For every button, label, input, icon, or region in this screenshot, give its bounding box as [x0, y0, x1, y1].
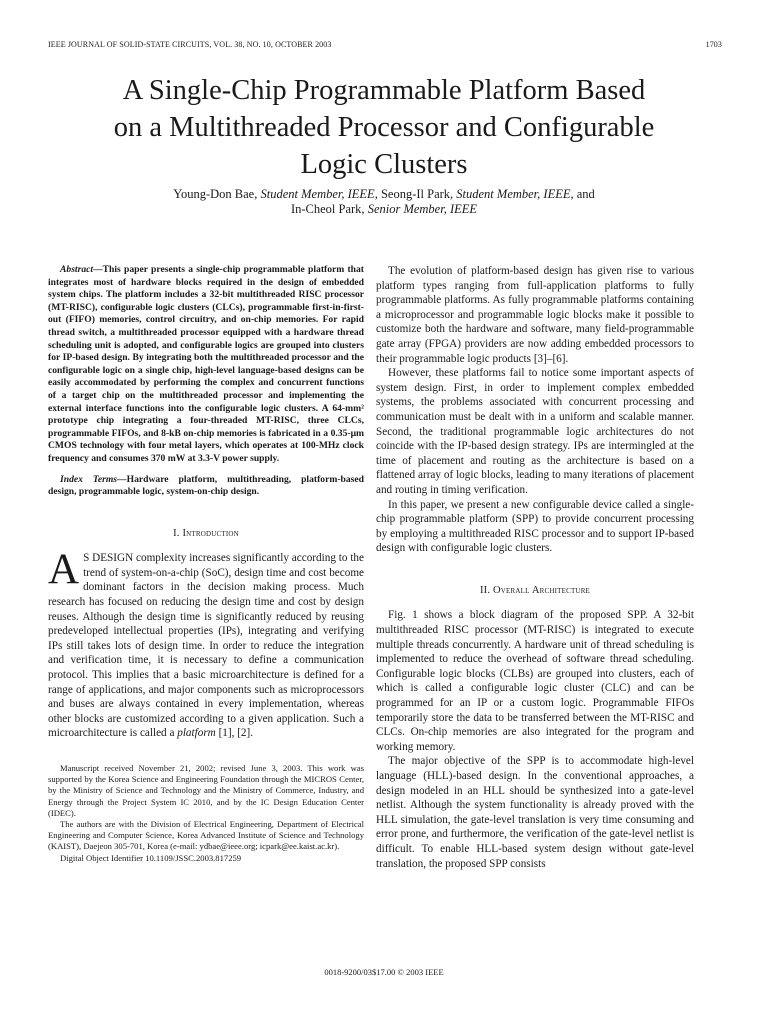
footnote-doi: Digital Object Identifier 10.1109/JSSC.2003.817259 — [60, 852, 242, 863]
footnotes — [48, 763, 364, 864]
intro-text-b: [1], [2]. — [215, 727, 254, 740]
index-terms-text: —Hardware platform, multithreading, platform-based design, programmable logic, system-on-chip design. — [48, 473, 364, 498]
body-paragraph-4: Fig. 1 shows a block diagram of the proposed SPP. A 32-bit multithreaded RISC processor (MT-RISC) is integrated to execute multiple threads concurrently. A hardware unit of thread scheduling is implemented to reduce the overhead of software thread scheduling. Configurable logic blocks (CLBs) are grouped into clusters, each of which is called a configurable logic cluster (CLC) and can be programmed for an IP or a custom logic. Programmable FIFOs temporarily store the data to be transferred between the MT-RISC and CLCs. On-chip memories are also integrated for the program and working memory. — [376, 609, 694, 753]
body-paragraph-5: The major objective of the SPP is to accommodate high-level language (HLL)-based design. In the conventional approaches, a design modeled in an HLL should be synthesized into a gate-level netlist. Although the system functionality is already proved with the HLL simulation, the gate-level translation is very time consuming and error prone, and furthermore, the verification of the gate-level netlist is difficult. To enable HLL-based system design without gate-level translation, the proposed SPP consists — [376, 755, 694, 870]
footnote-affiliation: The authors are with the Division of Electrical Engineering, Department of Electrical Engineering and Computer Science, Korea Advanced Institute of Science and Technology (KAIST), Daejeon 305-701, Korea (e-mail: ydbae@ieee.org; icpark@ee.kaist.ac.kr). — [48, 819, 364, 852]
body-paragraph-3: In this paper, we present a new configurable device called a single-chip programmable platform (SPP) to provide concurrent processing by employing a multithreaded RISC processor and to support IP-based design with configurable logic clusters. — [376, 498, 694, 555]
left-column — [48, 264, 364, 864]
author-separator: , and — [570, 187, 595, 201]
title-line-1: A Single-Chip Programmable Platform Based — [122, 75, 646, 106]
intro-emphasis: platform — [177, 727, 216, 740]
intro-text-a: S DESIGN complexity increases significantly according to the trend of system-on-a-chip (SoC), design time and cost become dominant factors in the decision making process. Much research has focused on reducing the design time and cost by design reuses. Although the design time is significantly reduced by reusing predeveloped intellectual properties (IPs), integrating and verifying IPs still takes lots of design time. In order to reduce the integration and verification time, it is necessary to define a communication protocol. This implies that a basic microarchitecture is defined for a range of applications, and major components such as microprocessors and buses are always contained in every implementation, whereas other blocks are customized according to a given application. Such a microarchitecture is called a — [48, 552, 364, 740]
abstract — [48, 264, 364, 466]
author-2-name: , Seong-Il Park, — [374, 187, 457, 201]
drop-cap: A — [48, 546, 80, 594]
abstract-lead: Abstract — [60, 264, 94, 275]
index-terms-lead: Index Terms — [60, 473, 118, 485]
journal-name: IEEE JOURNAL OF SOLID-STATE CIRCUITS, VOL. 38, NO. 10, OCTOBER 2003 — [48, 40, 332, 49]
copyright-footer: 0018-9200/03$17.00 © 2003 IEEE — [324, 967, 444, 977]
right-column — [376, 264, 694, 871]
body-paragraph-2: However, these platforms fail to notice some important aspects of system design. First, in order to implement complex embedded systems, the problems associated with concurrent processing and communication must be dealt with in a uniform and scalable manner. Second, the traditional programmable logic architectures do not coincide with the IP-based design strategy. IPs are intermingled at the time of placement and routing as the architecture is based on a flattened array of logic blocks, leading to many iterations of placement and routing in timing verification. — [376, 367, 694, 496]
running-head — [48, 40, 722, 49]
body-paragraph-1: The evolution of platform-based design has given rise to various platform types ranging from full-application platforms to fully programmable platforms. As fully programmable platforms containing a microprocessor and programmable logic blocks make it possible to customize both the hardware and software, many field-programmable gate array (FPGA) providers are now adding embedded processors to their programmable logic products [3]–[6]. — [376, 265, 694, 365]
author-1-role: Student Member, IEEE — [260, 187, 375, 201]
index-terms — [48, 474, 364, 499]
author-line-2 — [40, 202, 728, 217]
title-line-3: Logic Clusters — [300, 149, 468, 180]
abstract-text: —This paper presents a single-chip programmable platform that integrates most of hardware blocks required in the design of embedded system chips. The platform includes a 32-bit multithreaded RISC processor (MT-RISC), configurable logic clusters (CLCs), programmable first-in-first-out (FIFO) memories, control circuitry, and on-chip memories. For rapid thread switch, a multithreaded processor equipped with a hardware thread scheduling unit is adopted, and configurable logics are grouped into clusters for IP-based design. By integrating both the multithreaded processor and the configurable logic on a single chip, high-level language-based designs can be easily accommodated by performing the complex and concurrent functions of a target chip on the multithreaded processor and implementing the external interface functions into the configurable logic clusters. A 64-mm² prototype chip integrating a four-threaded MT-RISC, three CLCs, programmable FIFOs, and 8-kB on-chip memories is fabricated in a 0.35-μm CMOS technology with four metal layers, which operates at 100-MHz clock frequency and consumes 370 mW at 3.3-V power supply. — [48, 264, 364, 464]
author-3-name: In-Cheol Park, — [290, 202, 368, 216]
section-heading-introduction: I. Introduction — [173, 527, 239, 539]
author-3-role: Senior Member, IEEE — [367, 202, 478, 216]
author-1-name: Young-Don Bae, — [173, 187, 261, 201]
intro-paragraph — [48, 546, 364, 741]
author-list — [40, 187, 728, 217]
footnote-manuscript: Manuscript received November 21, 2002; revised June 3, 2003. This work was supported by the Korea Science and Engineering Foundation through the MICROS Center, by the Ministry of Science and Technology and the Ministry of Commerce, Industry, and Energy through the Project System IC 2010, and by the IC Design Education Center (IDEC). — [48, 763, 364, 818]
title-line-2: on a Multithreaded Processor and Configurable — [113, 112, 655, 143]
section-heading-architecture: II. Overall Architecture — [479, 584, 591, 596]
paper-title — [40, 72, 728, 183]
page-number: 1703 — [705, 40, 722, 49]
author-2-role: Student Member, IEEE — [456, 187, 571, 201]
author-line-1 — [40, 187, 728, 202]
